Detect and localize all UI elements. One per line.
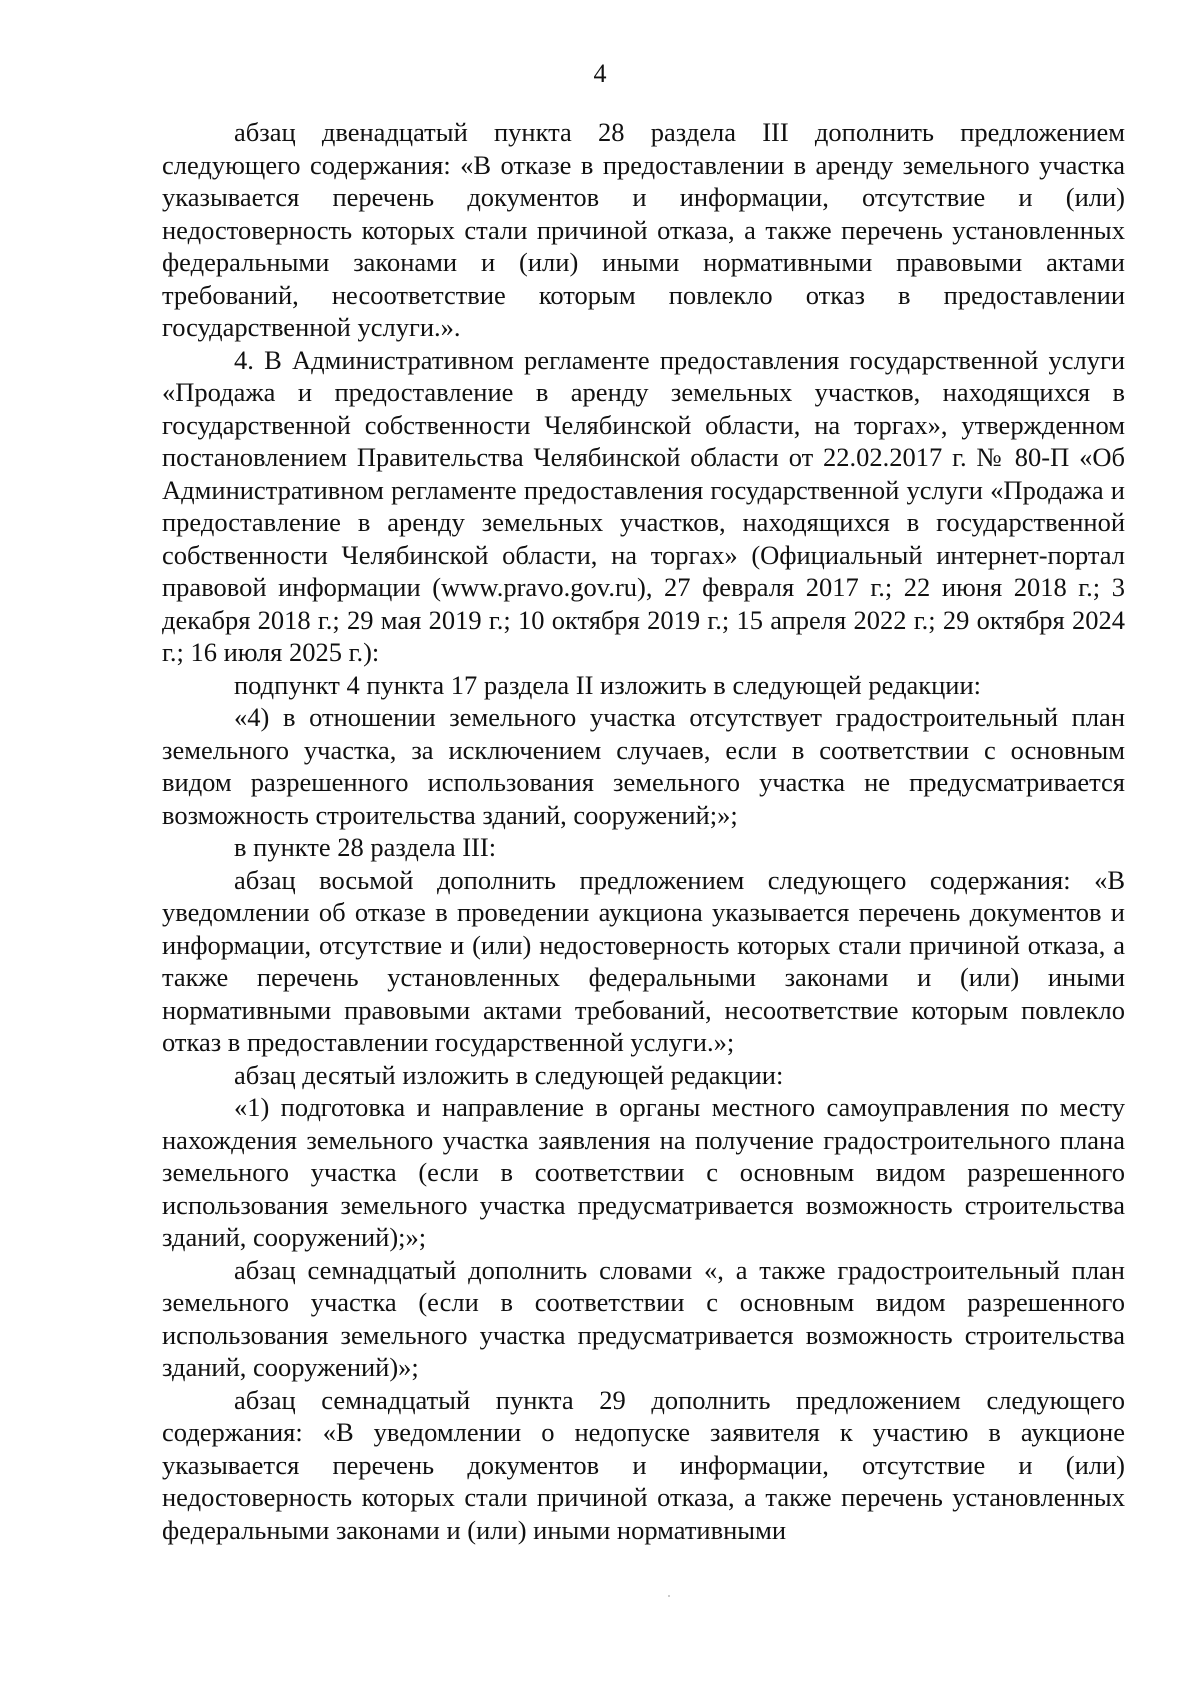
page-number: 4 xyxy=(593,59,607,88)
paragraph-quoted-subclause-1: «1) подготовка и направление в органы местного самоуправления по месту нахождения земельного участка заявления на получение градостроительного плана земельного участка (если в соответствии с основным видом разрешенного использования земельного участка предусматривается возможность строительства зданий, сооружений);»; xyxy=(162,1092,1125,1252)
paragraph-clause-28-amendment: абзац двенадцатый пункта 28 раздела III дополнить предложением следующего содержания: «В отказе в предоставлении в аренду земельного участка указывается перечень документов и информации, отсутствие и (или) недостоверность которых стали причиной отказа, а также перечень установленных федеральными законами и (или) иными нормативными правовыми актами требований, несоответствие которым повлекло отказ в предоставлении государственной услуги.». xyxy=(162,117,1125,342)
paragraph-quoted-subclause-4: «4) в отношении земельного участка отсутствует градостроительный план земельного участка, за исключением случаев, если в соответствии с основным видом разрешенного использования земельного участка не предусматривается возможность строительства зданий, сооружений;»; xyxy=(162,702,1125,830)
paragraph-eighth-abzac: абзац восьмой дополнить предложением следующего содержания: «В уведомлении об отказе в проведении аукциона указывается перечень документов и информации, отсутствие и (или) недостоверность которых стали причиной отказа, а также перечень установленных федеральными законами и (или) иными нормативными правовыми актами требований, несоответствие которым повлекло отказ в предоставлении государственной услуги.»; xyxy=(162,864,1125,1057)
scan-speck xyxy=(668,1595,670,1597)
paragraph-subclause-4-item-17: подпункт 4 пункта 17 раздела II изложить в следующей редакции: xyxy=(234,669,982,700)
document-body xyxy=(162,116,1125,1546)
paragraph-tenth-abzac: абзац десятый изложить в следующей редакции: xyxy=(234,1059,784,1090)
paragraph-item-29-amendment: абзац семнадцатый пункта 29 дополнить предложением следующего содержания: «В уведомлении о недопуске заявителя к участию в аукционе указывается перечень документов и информации, отсутствие и (или) недостоверность которых стали причиной отказа, а также перечень установленных федеральными законами и (или) иными нормативными xyxy=(162,1384,1125,1545)
paragraph-item-4-regulation: 4. В Административном регламенте предоставления государственной услуги «Продажа и предоставление в аренду земельных участков, находящихся в государственной собственности Челябинской области, на торгах», утвержденном постановлением Правительства Челябинской области от 22.02.2017 г. № 80-П «Об Административном регламенте предоставления государственной услуги «Продажа и предоставление в аренду земельных участков, находящихся в государственной собственности Челябинской области, на торгах» (Официальный интернет-портал правовой информации (www.pravo.gov.ru), 27 февраля 2017 г.; 22 июня 2018 г.; 3 декабря 2018 г.; 29 мая 2019 г.; 10 октября 2019 г.; 15 апреля 2022 г.; 29 октября 2024 г.; 16 июля 2025 г.): xyxy=(162,344,1125,667)
paragraph-seventeenth-abzac: абзац семнадцатый дополнить словами «, а также градостроительный план земельного участка (если в соответствии с основным видом разрешенного использования земельного участка предусматривается возможность строительства зданий, сооружений)»; xyxy=(162,1254,1125,1382)
paragraph-item-28-section-3: в пункте 28 раздела III: xyxy=(234,832,497,862)
